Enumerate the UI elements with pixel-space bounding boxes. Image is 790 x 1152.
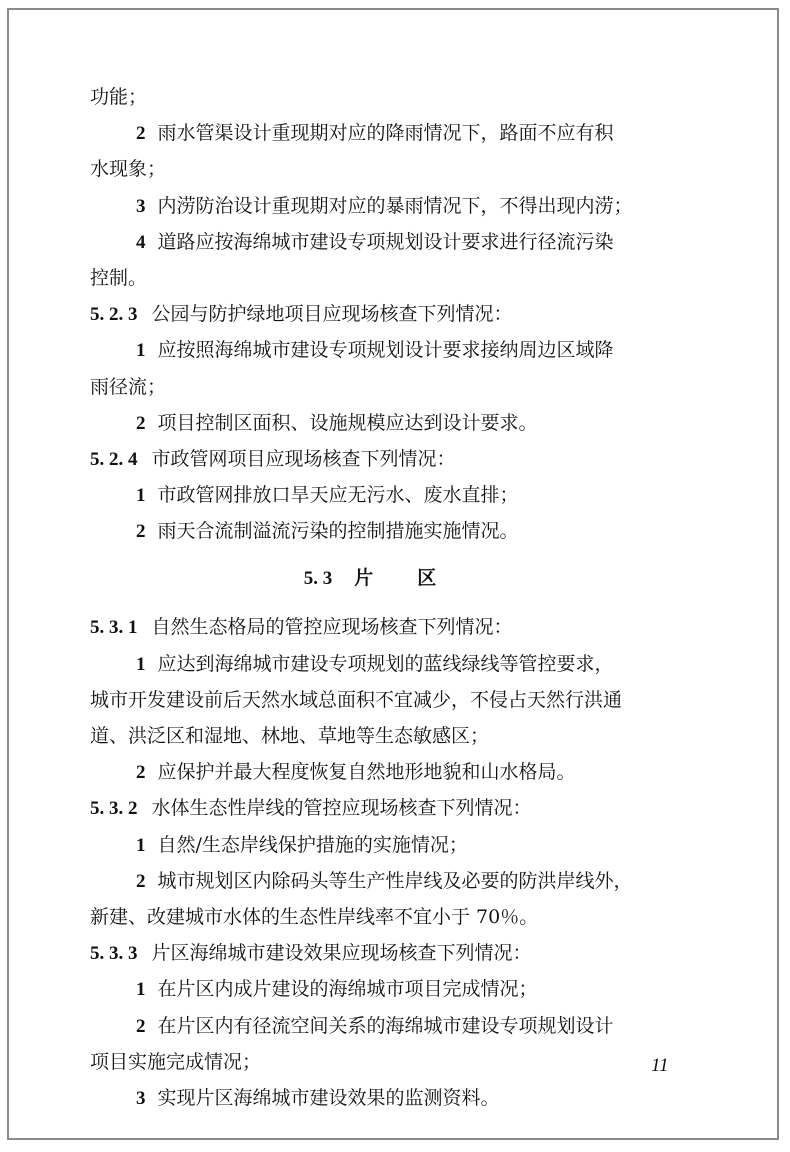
line-text: 城市开发建设前后天然水域总面积不宜减少，不侵占天然行洪通	[90, 688, 623, 711]
item-line	[90, 1008, 694, 1044]
clause-line	[90, 441, 694, 477]
line-text: 雨径流；	[90, 375, 167, 398]
page-number: 11	[651, 1055, 669, 1076]
item-line	[90, 646, 694, 682]
line-text: 应达到海绵城市建设专项规划的蓝线绿线等管控要求，	[157, 652, 614, 675]
continuation-line	[90, 1044, 694, 1080]
item-line	[90, 1080, 694, 1116]
line-text: 在片区内成片建设的海绵城市项目完成情况；	[157, 978, 538, 1001]
line-text: 公园与防护绿地项目应现场核查下列情况：	[151, 303, 513, 326]
line-text: 项目控制区面积、设施规模应达到设计要求。	[157, 411, 538, 434]
clauses-section-5-2	[90, 79, 694, 549]
item-number: 1	[136, 485, 146, 507]
item-number: 1	[136, 834, 146, 856]
clause-line	[90, 935, 694, 971]
line-text: 项目实施完成情况；	[90, 1050, 262, 1073]
item-number: 2	[136, 870, 146, 892]
line-text: 自然生态格局的管控应现场核查下列情况：	[151, 616, 513, 639]
clauses-section-5-3	[90, 609, 694, 1116]
item-number: 3	[136, 195, 146, 217]
line-text: 应保护并最大程度恢复自然地形地貌和山水格局。	[157, 761, 576, 784]
item-line	[90, 754, 694, 790]
section-heading	[90, 553, 694, 603]
section-title: 片区	[354, 567, 481, 590]
item-number: 1	[136, 340, 146, 362]
item-line	[90, 188, 694, 224]
line-text: 雨水管渠设计重现期对应的降雨情况下，路面不应有积	[157, 122, 614, 145]
item-number: 2	[136, 412, 146, 434]
clause-number: 5. 2. 3	[90, 304, 138, 326]
item-number: 2	[136, 1015, 146, 1037]
line-text: 应按照海绵城市建设专项规划设计要求接纳周边区域降	[157, 339, 614, 362]
line-text: 新建、改建城市水体的生态性岸线率不宜小于 70％。	[90, 905, 539, 928]
line-text: 功能；	[90, 86, 148, 108]
clause-number: 5. 3. 2	[90, 798, 138, 820]
item-line	[90, 224, 694, 260]
continuation-line	[90, 260, 694, 296]
line-text: 水体生态性岸线的管控应现场核查下列情况：	[151, 797, 532, 820]
line-text: 市政管网排放口旱天应无污水、废水直排；	[157, 484, 519, 507]
item-line	[90, 477, 694, 513]
line-text: 在片区内有径流空间关系的海绵城市建设专项规划设计	[157, 1014, 614, 1037]
item-number: 1	[136, 653, 146, 675]
clause-line	[90, 296, 694, 332]
document-body	[90, 79, 694, 1116]
line-text: 实现片区海绵城市建设效果的监测资料。	[157, 1086, 500, 1109]
clause-number: 5. 3. 1	[90, 617, 138, 639]
line-text: 控制。	[90, 266, 148, 289]
item-line	[90, 405, 694, 441]
item-line	[90, 115, 694, 151]
item-number: 2	[136, 521, 146, 543]
clause-number: 5. 2. 4	[90, 448, 138, 470]
clause-number: 5. 3. 3	[90, 943, 138, 965]
item-number: 1	[136, 979, 146, 1001]
item-line	[90, 513, 694, 549]
item-number: 4	[136, 231, 146, 253]
item-line	[90, 971, 694, 1007]
continuation-line	[90, 682, 694, 718]
item-line	[90, 332, 694, 368]
clause-line	[90, 790, 694, 826]
line-text: 道路应按海绵城市建设专项规划设计要求进行径流污染	[157, 230, 614, 253]
continuation-line	[90, 718, 694, 754]
line-text: 水现象；	[90, 158, 167, 181]
line-text: 雨天合流制溢流污染的控制措施实施情况。	[157, 520, 519, 543]
item-number: 2	[136, 762, 146, 784]
line-text: 内涝防治设计重现期对应的暴雨情况下，不得出现内涝；	[157, 194, 633, 217]
continuation-line	[90, 899, 694, 935]
line-text: 片区海绵城市建设效果应现场核查下列情况：	[151, 942, 532, 965]
section-number: 5. 3	[303, 568, 333, 590]
line-text: 自然/生态岸线保护措施的实施情况；	[157, 833, 468, 856]
continuation-line	[90, 151, 694, 187]
continuation-line	[90, 369, 694, 405]
item-line	[90, 863, 694, 899]
clause-line	[90, 609, 694, 645]
line-text: 城市规划区内除码头等生产性岸线及必要的防洪岸线外，	[157, 869, 633, 892]
line-text: 道、洪泛区和湿地、林地、草地等生态敏感区；	[90, 725, 490, 747]
item-number: 2	[136, 123, 146, 145]
line-text: 市政管网项目应现场核查下列情况：	[151, 447, 456, 470]
item-line	[90, 827, 694, 863]
continuation-line	[90, 79, 694, 115]
item-number: 3	[136, 1087, 146, 1109]
